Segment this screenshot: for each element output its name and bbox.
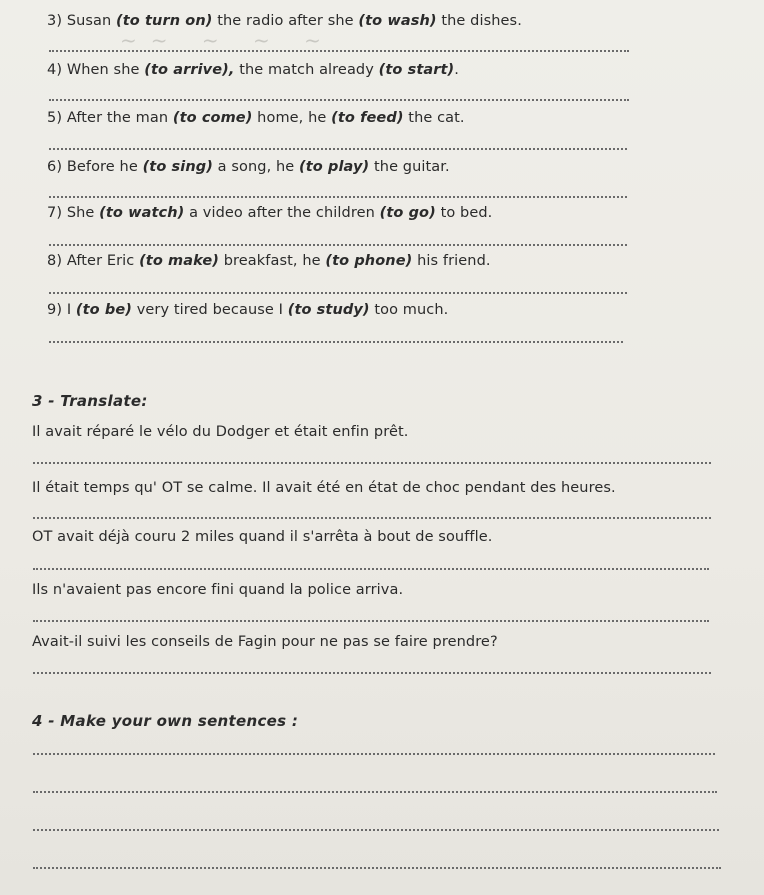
- translate-sentence-1: Il avait réparé le vélo du Dodger et était enfin prêt.: [32, 424, 409, 440]
- translate-sentence-2: Il était temps qu' OT se calme. Il avait été en état de choc pendant des heures.: [32, 480, 616, 496]
- section-4-title: 4 - Make your own sentences :: [32, 712, 299, 730]
- translate-sentence-4: Ils n'avaient pas encore fini quand la police arriva.: [32, 582, 404, 598]
- exercise-item-5: 5) After the man (to come) home, he (to feed) the cat.: [47, 110, 465, 126]
- exercise-item-8: 8) After Eric (to make) breakfast, he (to phone) his friend.: [47, 253, 491, 269]
- exercise-item-4: 4) When she (to arrive), the match already (to start).: [47, 62, 459, 78]
- answer-line[interactable]: [33, 517, 711, 519]
- answer-line[interactable]: [33, 568, 709, 570]
- translate-sentence-3: OT avait déjà couru 2 miles quand il s'arrêta à bout de souffle.: [32, 529, 493, 545]
- answer-line[interactable]: [49, 244, 627, 246]
- section-3-title: 3 - Translate:: [32, 392, 148, 410]
- answer-line[interactable]: [49, 50, 629, 52]
- exercise-item-6: 6) Before he (to sing) a song, he (to play) the guitar.: [47, 159, 450, 175]
- exercise-item-7: 7) She (to watch) a video after the children (to go) to bed.: [47, 205, 493, 221]
- faint-handwriting-trace: ~~ ~ ~ ~: [120, 28, 335, 52]
- answer-line[interactable]: [33, 867, 721, 869]
- answer-line[interactable]: [33, 672, 711, 674]
- answer-line[interactable]: [33, 829, 719, 831]
- answer-line[interactable]: [49, 341, 623, 343]
- exercise-item-3: 3) Susan (to turn on) the radio after she (to wash) the dishes.: [47, 13, 522, 29]
- answer-line[interactable]: [33, 753, 715, 755]
- answer-line[interactable]: [49, 196, 627, 198]
- answer-line[interactable]: [49, 292, 627, 294]
- exercise-item-9: 9) I (to be) very tired because I (to study) too much.: [47, 302, 449, 318]
- answer-line[interactable]: [33, 791, 717, 793]
- answer-line[interactable]: [49, 99, 629, 101]
- answer-line[interactable]: [49, 148, 627, 150]
- translate-sentence-5: Avait-il suivi les conseils de Fagin pour ne pas se faire prendre?: [32, 634, 498, 650]
- answer-line[interactable]: [33, 620, 709, 622]
- answer-line[interactable]: [33, 462, 711, 464]
